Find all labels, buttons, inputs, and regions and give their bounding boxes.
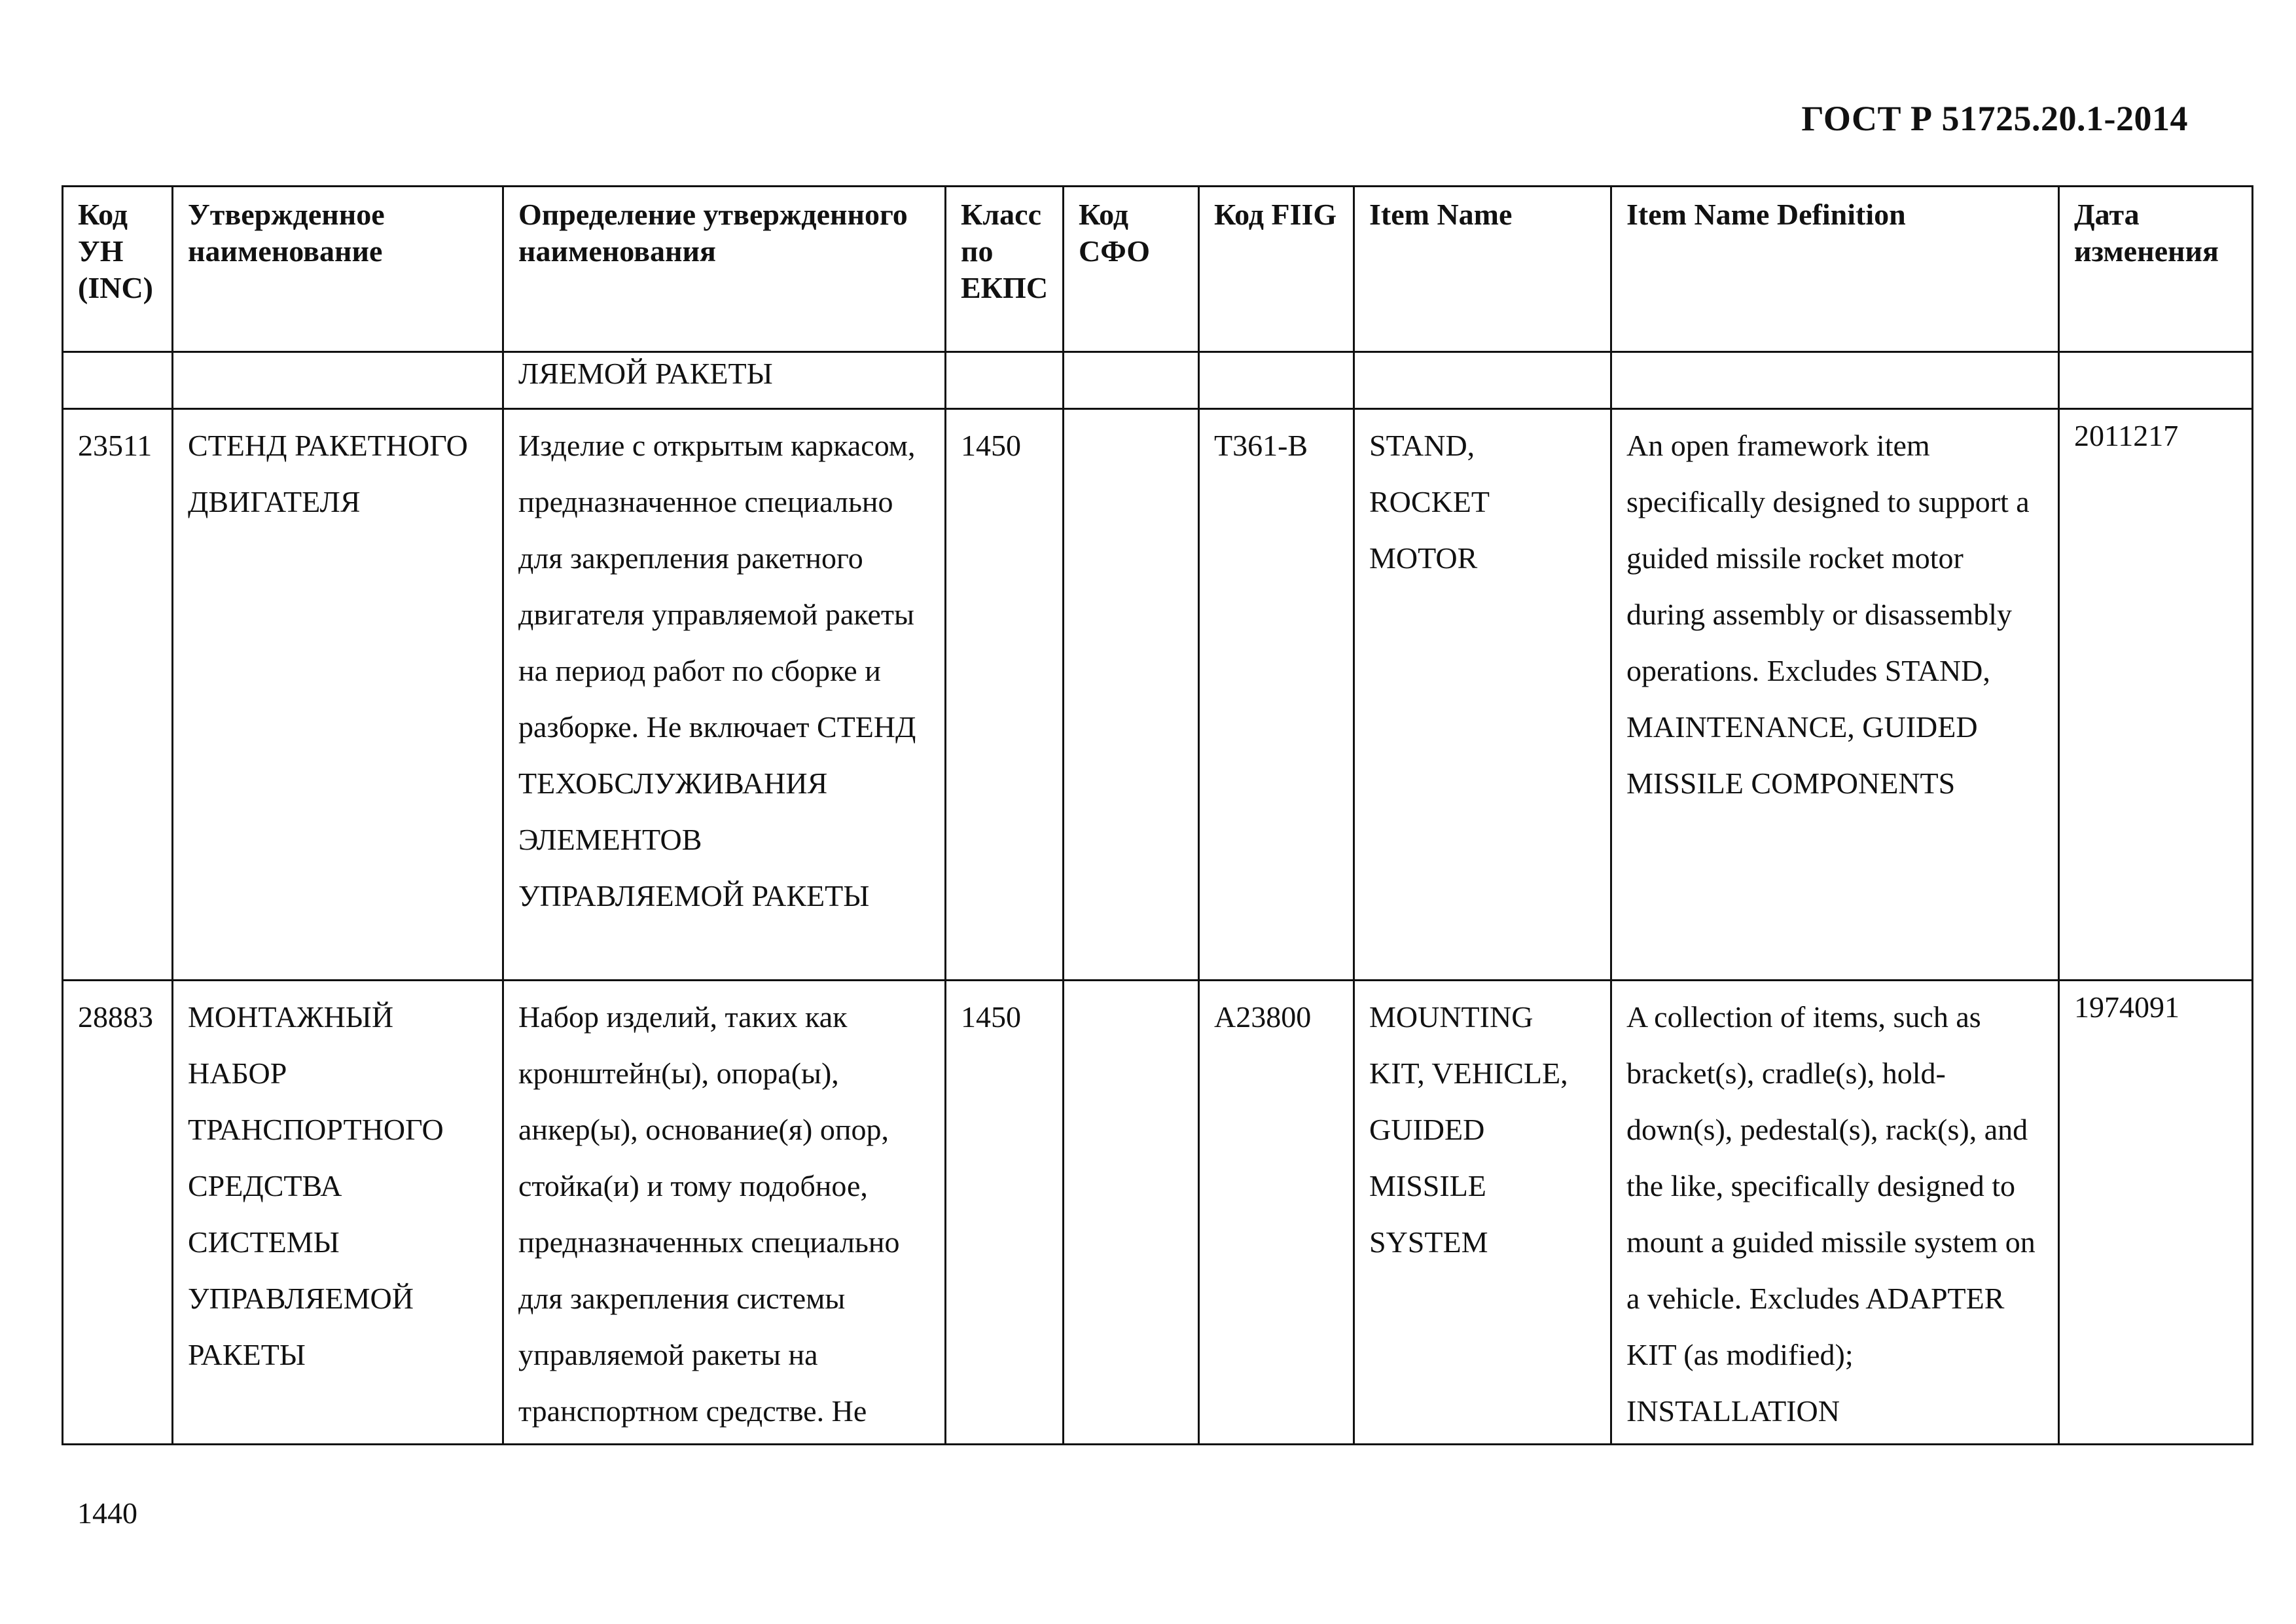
cell-name [173,352,503,409]
cell-item-definition: An open framework item specifically designed to support a guided missile rocket motor during assembly or disassembly operations. Excludes STAND, MAINTENANCE, GUIDED MISSILE COMPONENTS [1611,409,2059,981]
cell-fiig: A23800 [1199,981,1354,1445]
cell-item-name: STAND, ROCKET MOTOR [1354,409,1611,981]
cell-definition: Набор изделий, таких как кронштейн(ы), опора(ы), анкер(ы), основание(я) опор, стойка(и) и тому подобное, предназначенных специально для закрепления системы управляемой ракеты на транспортном средстве. Не [503,981,946,1445]
cell-sfo [1064,981,1199,1445]
page-number: 1440 [77,1496,137,1530]
table-row [63,981,2253,1445]
column-header-sfo: Код СФО [1064,187,1199,352]
cell-definition: Изделие с открытым каркасом, предназначенное специально для закрепления ракетного двигателя управляемой ракеты на период работ по сборке и разборке. Не включает СТЕНД ТЕХОБСЛУЖИВАНИЯ ЭЛЕМЕНТОВ УПРАВЛЯЕМОЙ РАКЕТЫ [503,409,946,981]
cell-sfo [1064,409,1199,981]
column-header-change-date: Дата изменения [2059,187,2253,352]
cell-inc: 28883 [63,981,173,1445]
cell-name: МОНТАЖНЫЙ НАБОР ТРАНСПОРТНОГО СРЕДСТВА СИСТЕМЫ УПРАВЛЯЕМОЙ РАКЕТЫ [173,981,503,1445]
cell-sfo [1064,352,1199,409]
nomenclature-table [62,185,2253,1445]
cell-class: 1450 [946,409,1064,981]
cell-fiig [1199,352,1354,409]
cell-date: 1974091 [2059,981,2253,1445]
column-header-inc: Код УН (INC) [63,187,173,352]
cell-item-name [1354,352,1611,409]
cell-date: 2011217 [2059,409,2253,981]
column-header-approved-name: Утвержденное наименование [173,187,503,352]
cell-fiig: T361-B [1199,409,1354,981]
column-header-class: Класс по ЕКПС [946,187,1064,352]
cell-definition: ЛЯЕМОЙ РАКЕТЫ [503,352,946,409]
document-code: ГОСТ Р 51725.20.1-2014 [1801,99,2188,138]
cell-class [946,352,1064,409]
cell-item-definition [1611,352,2059,409]
cell-name: СТЕНД РАКЕТНОГО ДВИГАТЕЛЯ [173,409,503,981]
cell-item-definition: A collection of items, such as bracket(s), cradle(s), hold-down(s), pedestal(s), rack(s), and the like, specifically designed to mount a guided missile system on a vehicle. Excludes ADAPTER KIT (as modified); INSTALLATION [1611,981,2059,1445]
cell-inc: 23511 [63,409,173,981]
column-header-definition: Определение утвержденного наименования [503,187,946,352]
column-header-item-name: Item Name [1354,187,1611,352]
column-header-fiig: Код FIIG [1199,187,1354,352]
table-row-continuation [63,352,2253,409]
table-row [63,409,2253,981]
cell-date [2059,352,2253,409]
cell-class: 1450 [946,981,1064,1445]
column-header-item-definition: Item Name Definition [1611,187,2059,352]
table-header-row [63,187,2253,352]
cell-inc [63,352,173,409]
cell-item-name: MOUNTING KIT, VEHICLE, GUIDED MISSILE SYSTEM [1354,981,1611,1445]
